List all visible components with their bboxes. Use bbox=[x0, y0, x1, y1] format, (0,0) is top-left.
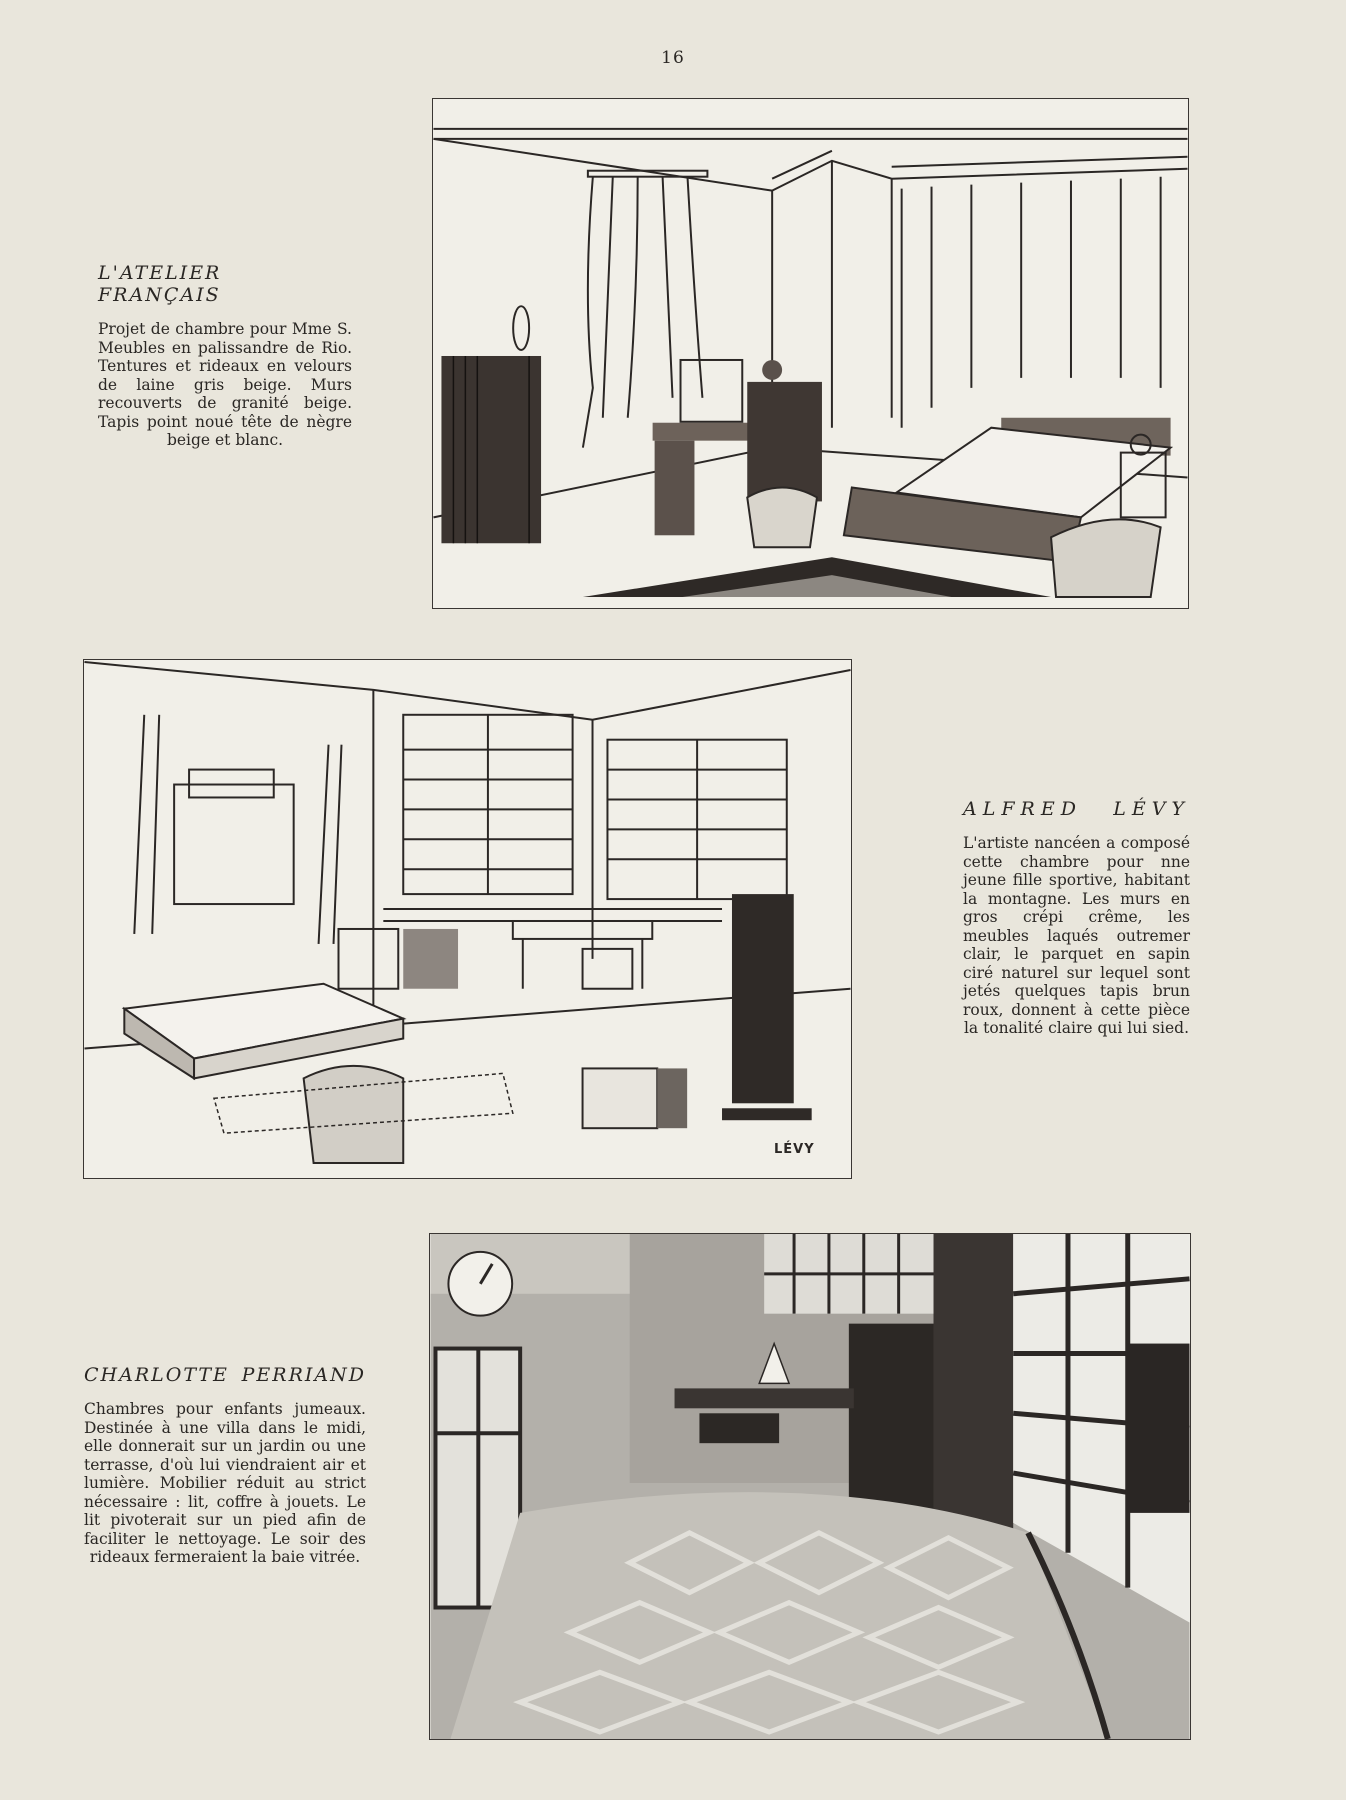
caption-text: Projet de chambre pour Mme S. Meubles en palissandre de Rio. Tentures et rideaux en velours de laine gris beige. Murs recouverts de granité beige. Tapis point noué tête de nègre beige et blanc. bbox=[98, 320, 352, 449]
caption-text: Chambres pour enfants jumeaux. Destinée à une villa dans le midi, elle donnerait sur un jardin ou une terrasse, d'où lui viendraient air et lumière. Mobilier réduit au strict nécessaire : lit, coffre à jouets. Le lit pivoterait sur un pied afin de faciliter le nettoyage. Le soir des rideaux fermeraient la baie vitrée. bbox=[84, 1400, 366, 1566]
caption-atelier-francais bbox=[98, 262, 352, 450]
caption-alfred-levy bbox=[963, 798, 1190, 1038]
caption-charlotte-perriand bbox=[84, 1364, 366, 1567]
caption-title: CHARLOTTE PERRIAND bbox=[84, 1364, 366, 1386]
caption-title: L'ATELIER FRANÇAIS bbox=[98, 262, 222, 306]
bedroom-drawing bbox=[433, 99, 1188, 608]
sport-bedroom-drawing bbox=[84, 660, 851, 1178]
caption-title: ALFRED LÉVY bbox=[963, 798, 1190, 820]
illustration-atelier-francais bbox=[432, 98, 1189, 609]
illustration-alfred-levy bbox=[83, 659, 852, 1179]
artist-signature: LÉVY bbox=[774, 1142, 815, 1157]
page-number: 16 bbox=[661, 48, 685, 68]
caption-text: L'artiste nancéen a composé cette chambre pour nne jeune fille sportive, habitant la montagne. Les murs en gros crépi crême, les meubles laqués outremer clair, le parquet en sapin ciré naturel sur lequel sont jetés quelques tapis brun roux, donnent à cette pièce la tonalité claire qui lui sied. bbox=[963, 834, 1190, 1037]
illustration-charlotte-perriand bbox=[429, 1233, 1191, 1740]
children-room-drawing bbox=[430, 1234, 1190, 1739]
